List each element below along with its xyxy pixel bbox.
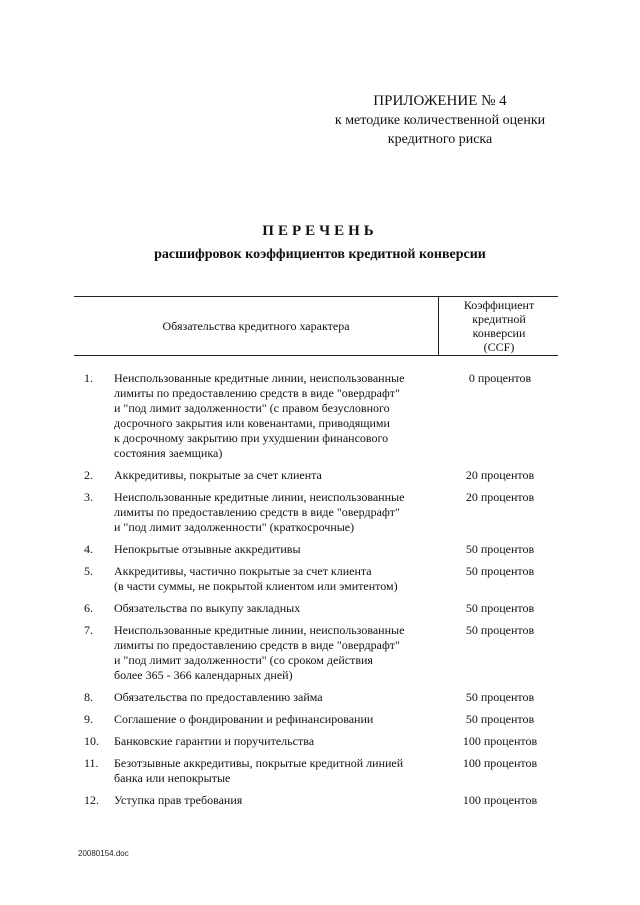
row-ccf-value: 50 процентов xyxy=(465,564,535,578)
row-ccf-value: 50 процентов xyxy=(465,712,535,726)
row-obligation-line: Соглашение о фондировании и рефинансировании xyxy=(114,712,374,726)
row-obligation xyxy=(114,468,442,483)
row-number: 3. xyxy=(84,490,93,504)
file-name: 20080154.doc xyxy=(78,849,129,858)
table-row xyxy=(74,371,558,461)
appendix-subtitle-line-1: к методике количественной оценки xyxy=(334,113,546,128)
row-number: 8. xyxy=(84,690,93,704)
table-row xyxy=(74,542,558,557)
row-number: 5. xyxy=(84,564,93,578)
table-row xyxy=(74,490,558,535)
table-row xyxy=(74,734,558,749)
row-obligation-line: и "под лимит задолженности" (с правом безусловного xyxy=(114,401,390,415)
row-obligation xyxy=(114,734,442,749)
row-obligation xyxy=(114,601,442,616)
row-obligation xyxy=(114,793,442,808)
table-row xyxy=(74,690,558,705)
row-number: 6. xyxy=(84,601,93,615)
row-obligation-line: лимиты по предоставлению средств в виде "овердрафт" xyxy=(114,505,400,519)
table-header xyxy=(74,296,558,356)
row-obligation-line: Банковские гарантии и поручительства xyxy=(114,734,315,748)
row-obligation-line: к досрочному закрытию при ухудшении финансового xyxy=(114,431,389,445)
document-subtitle: расшифровок коэффициентов кредитной конверсии xyxy=(154,247,486,262)
header-ccf xyxy=(438,297,559,355)
table-row xyxy=(74,793,558,808)
row-obligation xyxy=(114,756,442,786)
row-number: 1. xyxy=(84,371,93,385)
row-ccf-value: 0 процентов xyxy=(468,371,532,385)
row-ccf-value: 100 процентов xyxy=(462,793,538,807)
appendix-title: ПРИЛОЖЕНИЕ № 4 xyxy=(373,93,507,109)
row-obligation xyxy=(114,490,442,535)
table-row xyxy=(74,623,558,683)
row-obligation-line: Обязательства по выкупу закладных xyxy=(114,601,301,615)
document-title: ПЕРЕЧЕНЬ xyxy=(262,223,378,239)
row-number: 11. xyxy=(84,756,99,770)
row-number: 4. xyxy=(84,542,93,556)
row-ccf-value: 20 процентов xyxy=(465,468,535,482)
header-obligations: Обязательства кредитного характера xyxy=(162,318,350,333)
row-number: 2. xyxy=(84,468,93,482)
row-obligation-line: более 365 - 366 календарных дней) xyxy=(114,668,293,682)
row-obligation-line: Аккредитивы, покрытые за счет клиента xyxy=(114,468,322,482)
row-number: 9. xyxy=(84,712,93,726)
row-obligation-line: и "под лимит задолженности" (краткосрочные) xyxy=(114,520,355,534)
row-ccf-value: 100 процентов xyxy=(462,756,538,770)
row-obligation-line: Безотзывные аккредитивы, покрытые кредитной линией xyxy=(114,756,404,770)
row-obligation xyxy=(114,542,442,557)
row-obligation-line: Непокрытые отзывные аккредитивы xyxy=(114,542,301,556)
table-row xyxy=(74,468,558,483)
header-ccf-line: кредитной xyxy=(472,312,526,326)
row-obligation-line: Неиспользованные кредитные линии, неиспользованные xyxy=(114,371,405,385)
row-obligation-line: состояния заемщика) xyxy=(114,446,223,460)
row-obligation-line: Неиспользованные кредитные линии, неиспользованные xyxy=(114,490,405,504)
row-obligation-line: (в части суммы, не покрытой клиентом или эмитентом) xyxy=(114,579,398,593)
header-ccf-line: конверсии xyxy=(472,326,526,340)
row-ccf-value: 50 процентов xyxy=(465,542,535,556)
header-ccf-line: (CCF) xyxy=(483,340,515,354)
row-number: 10. xyxy=(84,734,99,748)
row-obligation-line: Обязательства по предоставлению займа xyxy=(114,690,323,704)
row-number: 12. xyxy=(84,793,99,807)
row-ccf-value: 50 процентов xyxy=(465,623,535,637)
table-body xyxy=(74,371,558,815)
row-obligation-line: досрочного закрытия или ковенантами, приводящими xyxy=(114,416,390,430)
row-number: 7. xyxy=(84,623,93,637)
appendix-header xyxy=(300,92,580,149)
header-ccf-line: Коэффициент xyxy=(463,298,535,312)
appendix-subtitle-line-2: кредитного риска xyxy=(387,132,493,147)
row-obligation xyxy=(114,371,442,461)
row-obligation xyxy=(114,564,442,594)
row-obligation xyxy=(114,690,442,705)
table-row xyxy=(74,601,558,616)
row-obligation-line: банка или непокрытые xyxy=(114,771,231,785)
row-obligation-line: Уступка прав требования xyxy=(114,793,243,807)
row-obligation-line: лимиты по предоставлению средств в виде "овердрафт" xyxy=(114,386,400,400)
row-ccf-value: 50 процентов xyxy=(465,601,535,615)
row-obligation-line: лимиты по предоставлению средств в виде "овердрафт" xyxy=(114,638,400,652)
row-obligation xyxy=(114,623,442,683)
table-row xyxy=(74,756,558,786)
row-obligation-line: Неиспользованные кредитные линии, неиспользованные xyxy=(114,623,405,637)
table-row xyxy=(74,712,558,727)
document-heading xyxy=(0,220,640,266)
row-obligation-line: Аккредитивы, частично покрытые за счет клиента xyxy=(114,564,372,578)
row-ccf-value: 20 процентов xyxy=(465,490,535,504)
row-ccf-value: 100 процентов xyxy=(462,734,538,748)
row-obligation-line: и "под лимит задолженности" (со сроком действия xyxy=(114,653,373,667)
row-ccf-value: 50 процентов xyxy=(465,690,535,704)
table-row xyxy=(74,564,558,594)
row-obligation xyxy=(114,712,442,727)
